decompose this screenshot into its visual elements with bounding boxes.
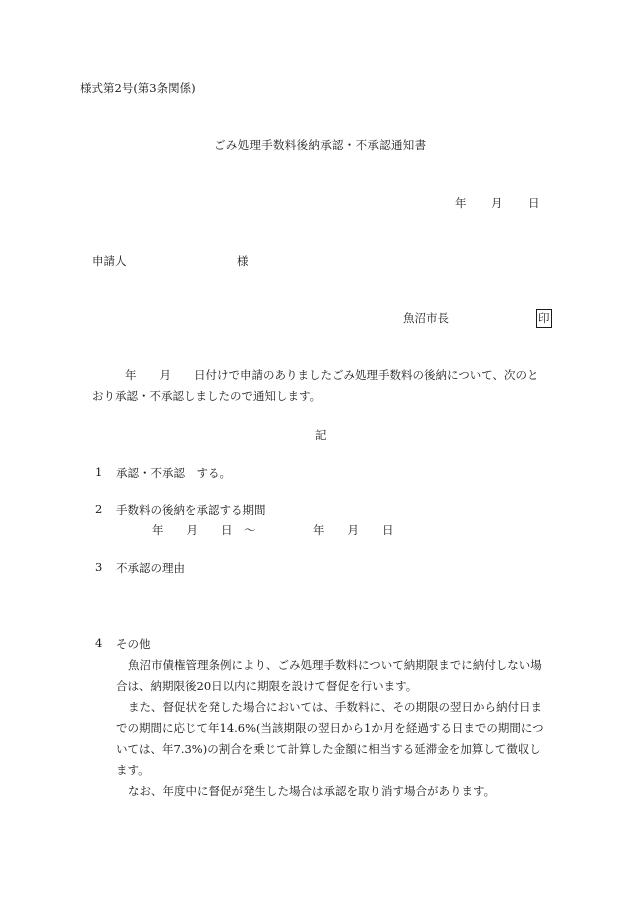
form-number: 様式第2号(第3条関係) [80, 81, 196, 95]
other-p2-line4: ます。 [116, 763, 150, 777]
issuer-name: 魚沼市長 [403, 311, 449, 325]
item-number: 3 [95, 560, 103, 574]
rejection-reason-label: 不承認の理由 [116, 561, 185, 575]
applicant-label: 申請人 [92, 254, 127, 268]
other-p3-line1: なお、年度中に督促が発生した場合は承認を取り消す場合があります。 [128, 784, 496, 798]
date-year: 年 [455, 196, 467, 210]
item-number: 1 [95, 465, 103, 479]
other-p1-line1: 魚沼市債権管理条例により、ごみ処理手数料について納期限までに納付しない場 [128, 658, 542, 672]
intro-line-2: おり承認・不承認しましたので通知します。 [92, 389, 322, 403]
honorific: 様 [237, 254, 249, 268]
other-label: その他 [116, 637, 151, 651]
item-number: 2 [95, 502, 103, 516]
document-title: ごみ処理手数料後納承認・不承認通知書 [214, 138, 427, 152]
seal-box: 印 [536, 309, 552, 328]
period-range: 年 月 日 ～ 年 月 日 [152, 523, 394, 537]
ki-heading: 記 [315, 428, 327, 442]
intro-line-1: 年 月 日付けで申請のありましたごみ処理手数料の後納について、次のと [125, 368, 539, 382]
item-number: 4 [95, 636, 103, 650]
approval-status: 承認・不承認 する。 [116, 466, 231, 480]
other-p2-line2: での期間に応じて年14.6%(当該期限の翌日から1か月を経過する日までの期間につ [116, 721, 544, 735]
other-p1-line2: 合は、納期限後20日以内に期限を設けて督促を行います。 [116, 679, 418, 693]
date-day: 日 [528, 196, 540, 210]
period-label: 手数料の後納を承認する期間 [116, 503, 266, 517]
date-month: 月 [491, 196, 503, 210]
other-p2-line1: また、督促状を発した場合においては、手数料に、その期限の翌日から納付日ま [128, 700, 542, 714]
other-p2-line3: いては、年7.3%)の割合を乗じて計算した金額に相当する延滞金を加算して徴収し [116, 742, 541, 756]
